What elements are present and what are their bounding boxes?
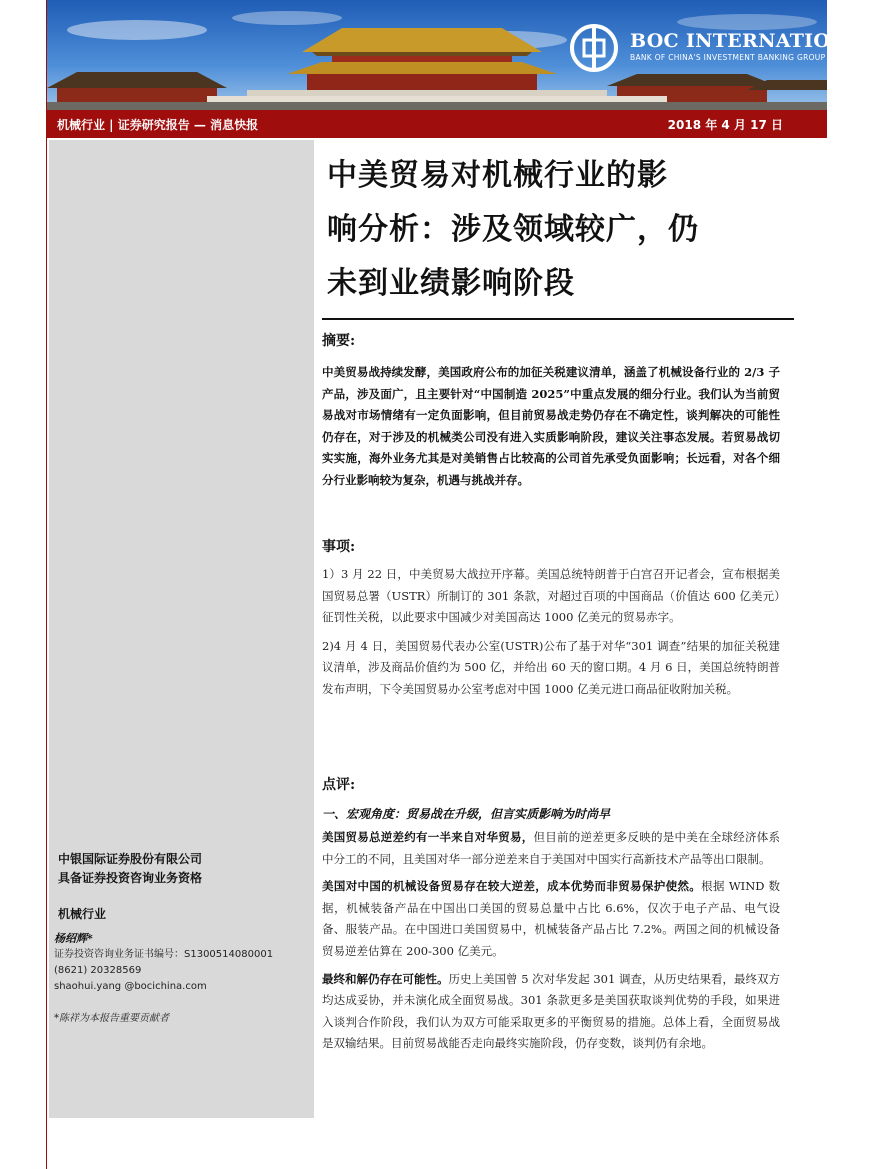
brand-name: BOC INTERNATIONAL bbox=[630, 30, 877, 52]
events-heading: 事项: bbox=[322, 539, 356, 555]
contributor-note: *陈祥为本报告重要贡献者 bbox=[54, 1013, 169, 1024]
title-line: 未到业绩影响阶段 bbox=[327, 266, 575, 301]
category-bar bbox=[47, 110, 827, 138]
title-line: 响分析：涉及领域较广，仍 bbox=[327, 212, 699, 247]
firm-info bbox=[58, 850, 202, 888]
paragraph-lead: 最终和解仍存在可能性。 bbox=[322, 971, 449, 986]
paragraph-body: 根据 WIND 数据，机械装备产品在中国出口美国的贸易总量中占比 6.6%，仅次于电子产品、电气设备、服装产品。在中国进口美国贸易中，机械装备产品占比 7.2%。两国之间的机械设备贸易逆差估算在 200-300 亿美元。 bbox=[322, 879, 780, 958]
firm-name: 中银国际证券股份有限公司 bbox=[58, 852, 203, 866]
boc-logo-icon bbox=[568, 22, 620, 74]
license-number: 证券投资咨询业务证书编号：S1300514080001 bbox=[54, 949, 274, 960]
report-date: 2018 年 4 月 17 日 bbox=[667, 118, 783, 132]
brand-subtitle: BANK OF CHINA'S INVESTMENT BANKING GROUP bbox=[630, 53, 826, 62]
comments-subheading: 一、宏观角度：贸易战在升级，但言实质影响为时尚早 bbox=[322, 807, 611, 821]
summary-heading: 摘要: bbox=[322, 333, 356, 349]
event-item: 1）3 月 22 日，中美贸易大战拉开序幕。美国总统特朗普于白宫召开记者会，宣布根据美国贸易总署（USTR）所制订的 301 条款，对超过百项的中国商品（价值达 600 亿美元）征罚性关税，以此要求中国减少对美国高达 1000 亿美元的贸易赤字。 bbox=[322, 567, 780, 625]
paragraph-lead: 美国对中国的机械设备贸易存在较大逆差，成本优势而非贸易保护使然。 bbox=[322, 879, 702, 894]
paragraph-lead: 美国贸易总逆差约有一半来自对华贸易， bbox=[322, 830, 534, 844]
summary-text: 中美贸易战持续发酵，美国政府公布的加征关税建议清单，涵盖了机械设备行业的 2/3 子产品，涉及面广，且主要针对“中国制造 2025”中重点发展的细分行业。我们认为当前贸易战对市场情绪有一定负面影响，但目前贸易战走势仍存在不确定性，谈判解决的可能性仍存在，对于涉及的机械类公司没有进入实质影响阶段，建议关注事态发展。若贸易战切实实施，海外业务尤其是对美销售占比较高的公司首先承受负面影响；长远看，对各个细分行业影响较为复杂，机遇与挑战并存。 bbox=[322, 365, 780, 487]
left-margin-rule bbox=[46, 0, 47, 1169]
firm-qualification: 具备证券投资咨询业务资格 bbox=[58, 871, 203, 885]
comments-section bbox=[322, 774, 780, 1055]
comment-paragraph bbox=[322, 827, 780, 870]
header-banner bbox=[47, 0, 877, 110]
report-category: 机械行业 | 证券研究报告 — 消息快报 bbox=[57, 118, 259, 132]
comment-paragraph bbox=[322, 969, 780, 1055]
brand-block bbox=[630, 30, 877, 62]
events-section bbox=[322, 536, 780, 701]
paragraph-body: 但目前的逆差更多反映的是中美在全球经济体系中分工的不同，且美国对华一部分逆差来自于美国对中国实行高新技术产品等出口限制。 bbox=[322, 830, 780, 866]
analyst-name: 杨绍辉* bbox=[54, 932, 93, 945]
comments-heading: 点评: bbox=[322, 777, 356, 793]
email-address: shaohui.yang @bocichina.com bbox=[54, 981, 207, 992]
comment-paragraph bbox=[322, 876, 780, 962]
phone-number: (8621) 20328569 bbox=[54, 965, 142, 976]
sidebar bbox=[49, 140, 314, 1118]
paragraph-body: 历史上美国曾 5 次对华发起 301 调查，从历史结果看，最终双方均达成妥协，并未演化成全面贸易战。301 条款更多是美国获取谈判优势的手段，如果进入谈判合作阶段，我们认为双方可能采取更多的平衡贸易的措施。总体上看，全面贸易战是双输结果。目前贸易战能否走向最终实施阶段，仍存变数，谈判仍有余地。 bbox=[322, 971, 780, 1051]
event-item: 2)4 月 4 日，美国贸易代表办公室(USTR)公布了基于对华“301 调查”结果的加征关税建议清单，涉及商品价值约为 500 亿，并给出 60 天的窗口期。4 月 6 日，美国总统特朗普发布声明，下令美国贸易办公室考虑对中国 1000 亿美元进口商品征收附加关税。 bbox=[322, 638, 780, 696]
report-title bbox=[327, 149, 797, 311]
title-divider bbox=[322, 318, 794, 320]
sidebar-industry: 机械行业 bbox=[58, 907, 107, 921]
summary-section bbox=[322, 330, 780, 492]
analyst-contact bbox=[54, 947, 273, 995]
title-line: 中美贸易对机械行业的影 bbox=[327, 158, 668, 193]
